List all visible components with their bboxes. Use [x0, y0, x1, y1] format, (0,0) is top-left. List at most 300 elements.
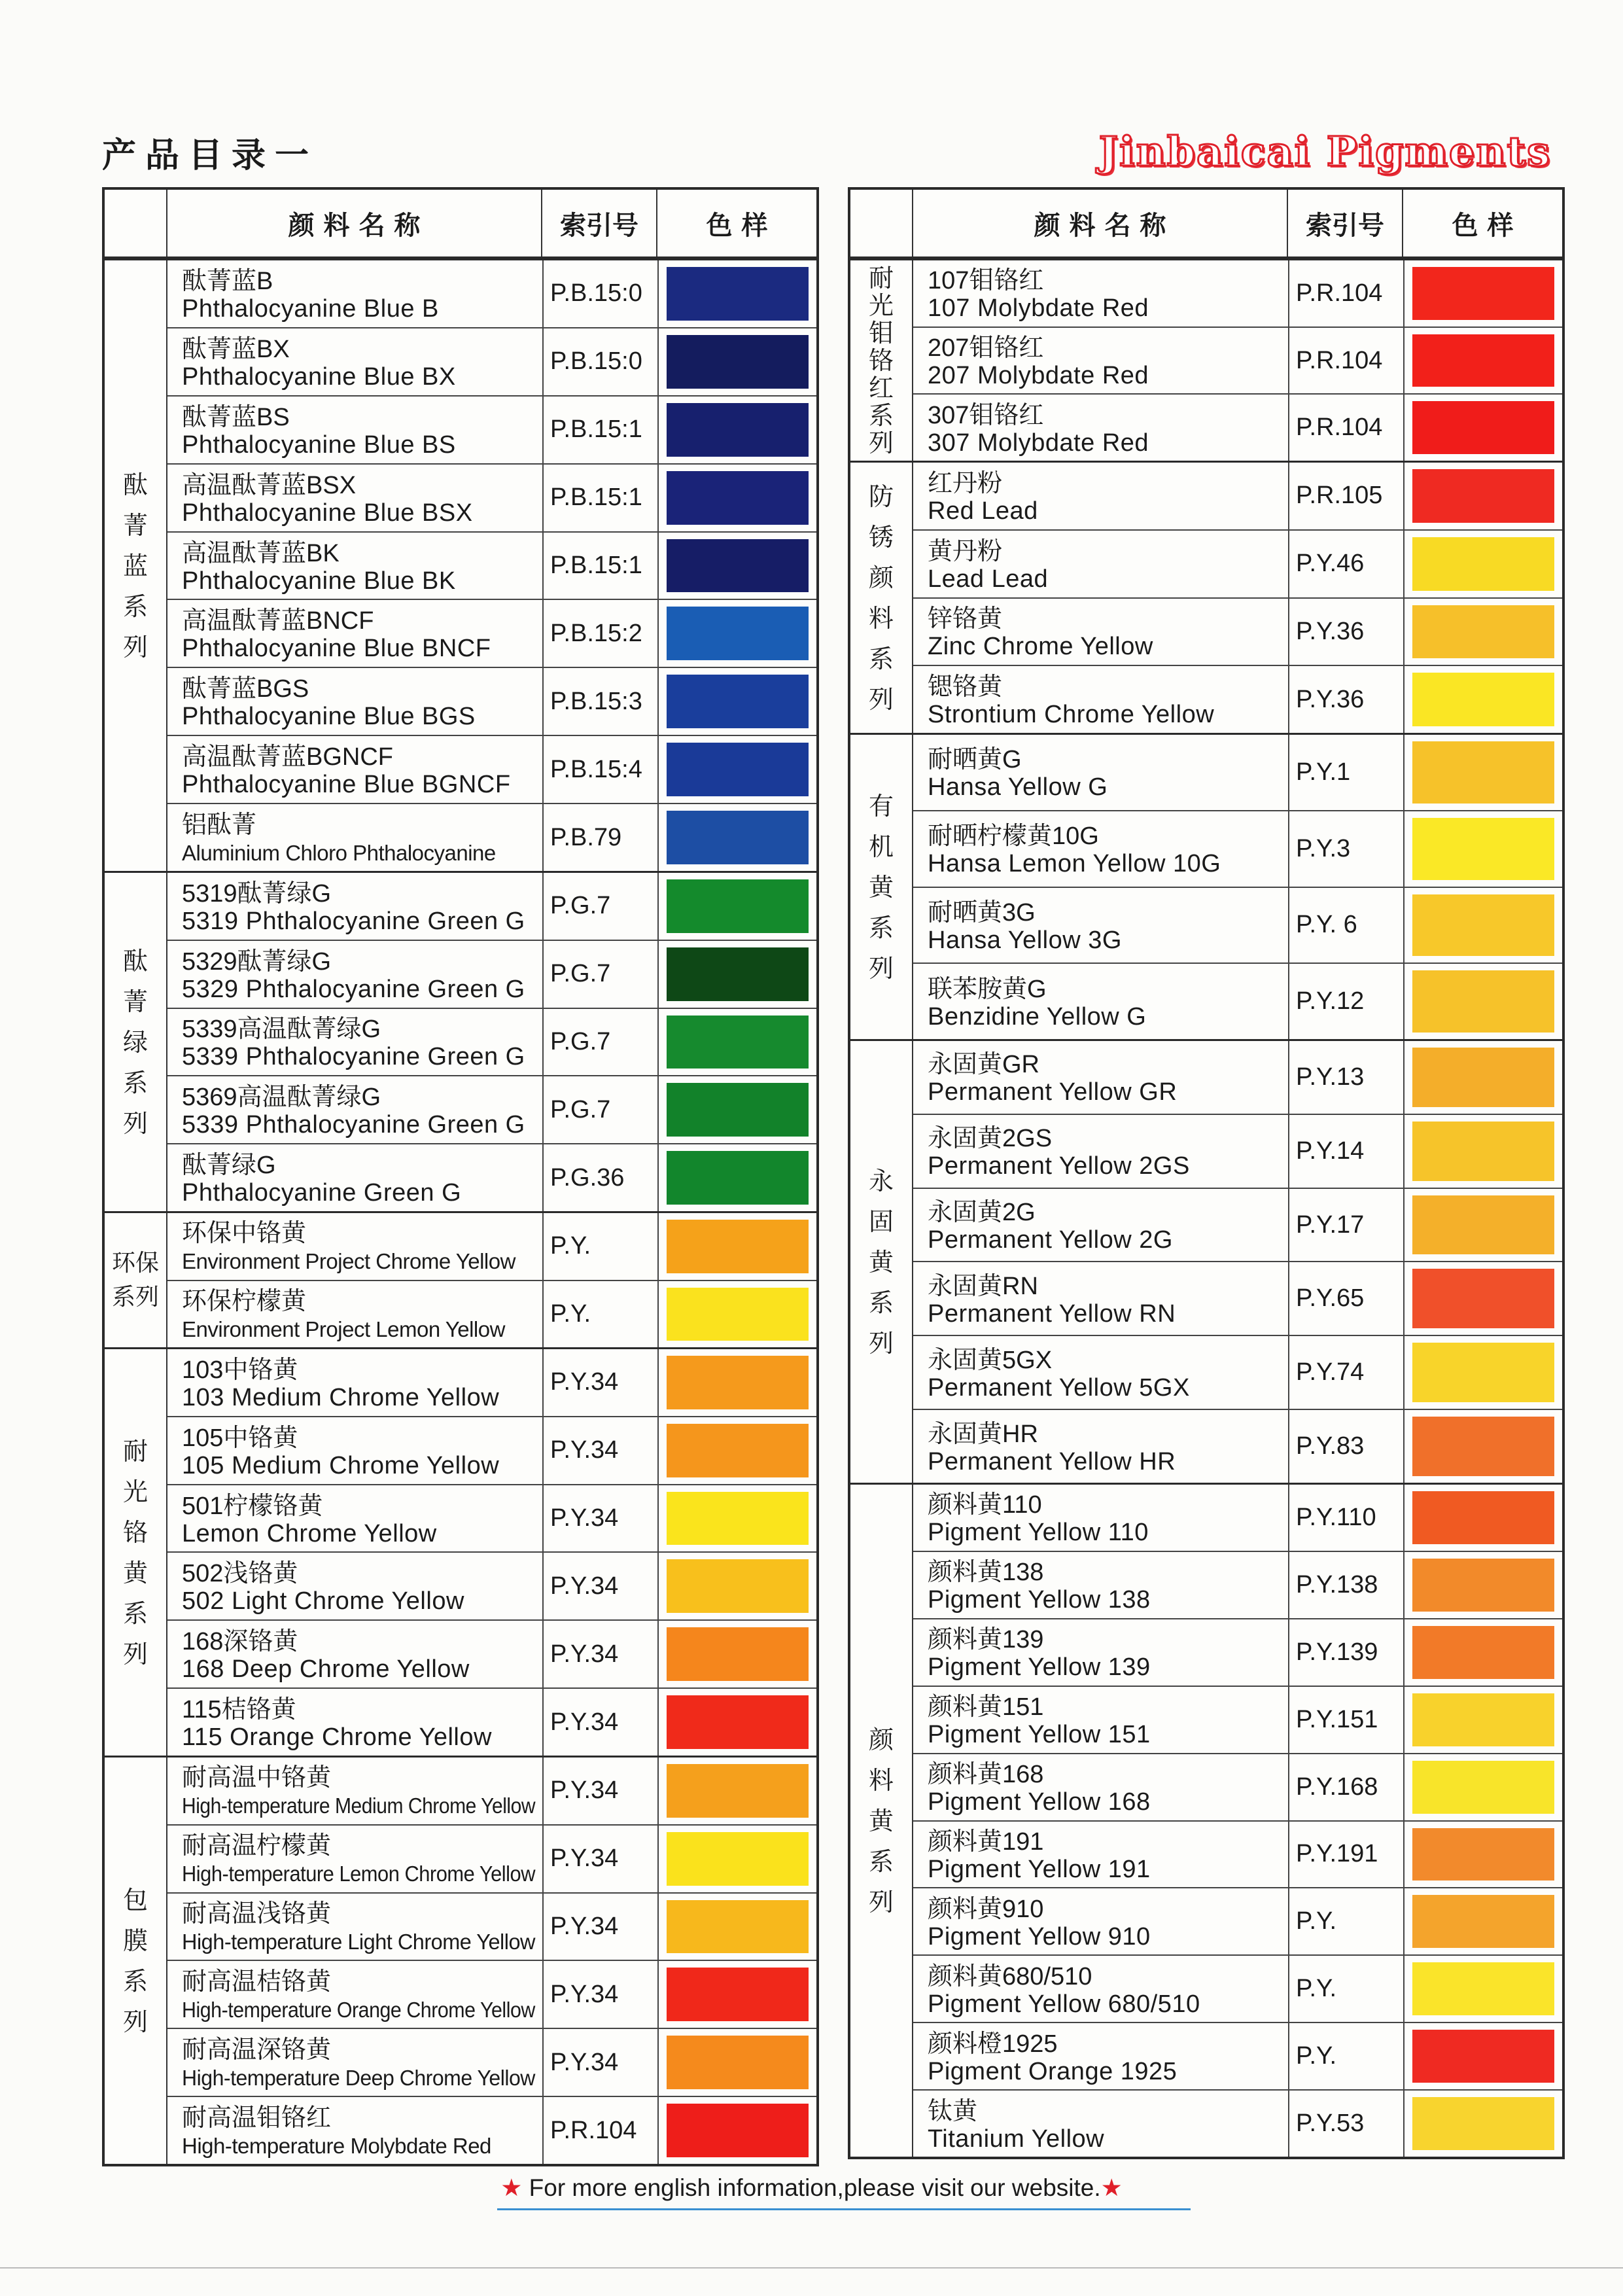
pigment-name-en-line: [928, 1923, 1288, 1951]
color-index: P.Y.168: [1288, 1754, 1403, 1820]
pigment-name-en-line: [928, 1003, 1288, 1031]
swatch-cell: [657, 941, 816, 1008]
pigment-name-en-line: [182, 1111, 542, 1139]
pigment-name-cn: 颜料黄110: [928, 1491, 1042, 1519]
pigment-name-cn: 耐高温桔铬黄: [182, 1968, 332, 1996]
pigment-name-en-line: [928, 701, 1288, 728]
pigment-name-en: Pigment Orange 1925: [928, 2057, 1178, 2085]
color-swatch: [667, 1083, 809, 1137]
table-row: [167, 1213, 816, 1280]
pigment-name: [913, 1115, 1288, 1188]
pigment-name-en-line: [182, 363, 542, 391]
pigment-name-cn: 105中铬黄: [182, 1424, 298, 1452]
color-index: P.Y.3: [1288, 811, 1403, 887]
pigment-name-cn: 5319酞菁绿G: [182, 879, 332, 908]
pigment-name-en-line: [182, 1043, 542, 1070]
pigment-name-en-line: [182, 635, 542, 662]
group-label-cell: [105, 260, 166, 871]
pigment-group: [850, 461, 1562, 733]
color-index: P.B.79: [542, 804, 657, 871]
group-label-cell: [850, 260, 912, 461]
color-index: P.R.104: [1288, 328, 1403, 394]
pigment-name-cn: 耐晒黄G: [928, 746, 1022, 774]
color-swatch: [667, 1356, 809, 1409]
color-swatch: [1412, 818, 1554, 880]
table-row: [167, 463, 816, 531]
color-index: P.Y.: [542, 1213, 657, 1280]
table-row: [913, 529, 1562, 597]
swatch-cell: [657, 1349, 816, 1416]
pigment-name: [167, 2097, 542, 2164]
color-index: P.Y.: [542, 1281, 657, 1348]
color-index: P.Y.34: [542, 1961, 657, 2028]
color-swatch: [667, 2104, 809, 2157]
pigment-name-cn: 永固黄2G: [928, 1199, 1036, 1227]
color-swatch: [1412, 1962, 1554, 2015]
swatch-cell: [1403, 1262, 1562, 1335]
pigment-name-en-line: [928, 2058, 1288, 2085]
pigment-name-en: Lead Lead: [928, 565, 1049, 593]
table-row: [167, 1280, 816, 1348]
pigment-name-en-line: [928, 1226, 1288, 1254]
pigment-name: [913, 811, 1288, 887]
pigment-name: [167, 260, 542, 327]
pigment-name-en-line: [928, 1788, 1288, 1816]
pigment-name-cn: 永固黄HR: [928, 1420, 1038, 1448]
color-swatch: [667, 879, 809, 933]
pigment-name: [167, 1826, 542, 1892]
pigment-name-en-line: [182, 1384, 542, 1411]
color-index: P.Y.83: [1288, 1410, 1403, 1483]
pigment-name-en-line: [928, 362, 1288, 389]
pigment-name: [167, 873, 542, 940]
table-row: [913, 463, 1562, 529]
pigment-name: [167, 1009, 542, 1076]
color-swatch: [667, 1832, 809, 1886]
pigment-name: [913, 463, 1288, 529]
color-index: P.Y.151: [1288, 1687, 1403, 1753]
color-index: P.B.15:0: [542, 260, 657, 327]
color-swatch: [667, 607, 809, 660]
pigment-name-cn: 颜料黄680/510: [928, 1962, 1092, 1990]
table-row: [167, 2028, 816, 2096]
pigment-name-en: Permanent Yellow RN: [928, 1299, 1176, 1328]
color-index: P.Y.34: [542, 1553, 657, 1619]
pigment-name-en: Pigment Yellow 168: [928, 1788, 1151, 1816]
pigment-name-cn: 酞菁蓝BS: [182, 403, 290, 431]
swatch-cell: [1403, 1189, 1562, 1262]
col-swatch: 色 样: [656, 190, 816, 256]
pigment-name: [167, 668, 542, 735]
pigment-name-cn: 颜料黄138: [928, 1559, 1044, 1587]
pigment-name: [913, 1262, 1288, 1335]
pigment-name-en: Titanium Yellow: [928, 2125, 1105, 2153]
pigment-name: [167, 1076, 542, 1143]
table-row: [167, 1960, 816, 2028]
pigment-name-cn: 红丹粉: [928, 469, 1003, 497]
swatch-cell: [1403, 1115, 1562, 1188]
color-index: P.Y.191: [1288, 1822, 1403, 1888]
table-row: [913, 260, 1562, 327]
table-row: [913, 1485, 1562, 1551]
pigment-name-cn: 永固黄GR: [928, 1051, 1040, 1079]
table-row: [913, 1335, 1562, 1409]
pigment-name-cn: 锌铬黄: [928, 605, 1003, 633]
color-index: P.Y.34: [542, 1757, 657, 1824]
swatch-cell: [657, 533, 816, 599]
color-swatch: [1412, 1626, 1554, 1679]
pigment-name-cn: 耐高温钼铬红: [182, 2104, 332, 2132]
pigment-name-en: High-temperature Deep Chrome Yellow: [182, 2065, 535, 2090]
color-swatch: [667, 1900, 809, 1954]
pigment-name-cn: 酞菁蓝B: [182, 267, 273, 295]
pigment-name-cn: 酞菁蓝BGS: [182, 675, 309, 703]
color-swatch: [667, 403, 809, 457]
group-label: 包膜系列: [122, 1885, 148, 2036]
table-row: [913, 1041, 1562, 1114]
table-row: [167, 803, 816, 871]
pigment-name: [913, 1552, 1288, 1618]
pigment-name-en-line: [928, 1519, 1288, 1546]
pigment-name-cn: 颜料橙1925: [928, 2030, 1058, 2058]
pigment-name: [913, 328, 1288, 394]
group-rows: [166, 1349, 816, 1756]
group-rows: [912, 463, 1562, 733]
swatch-cell: [1403, 888, 1562, 963]
color-swatch: [667, 1288, 809, 1341]
pigment-name-cn: 环保柠檬黄: [182, 1287, 307, 1315]
col-name: 颜 料 名 称: [912, 190, 1287, 256]
pigment-name-en-line: [928, 1586, 1288, 1614]
table-row: [167, 1757, 816, 1824]
pigment-name-en: 107 Molybdate Red: [928, 294, 1149, 323]
pigment-name-cn: 168深铬黄: [182, 1628, 298, 1656]
footer-text: For more english information,please visit our website.: [522, 2174, 1101, 2201]
color-swatch: [667, 1627, 809, 1681]
color-index: P.G.7: [542, 1009, 657, 1076]
color-index: P.Y.13: [1288, 1041, 1403, 1114]
swatch-cell: [657, 1894, 816, 1960]
pigment-name: [167, 1349, 542, 1416]
pigment-name-en: Pigment Yellow 138: [928, 1586, 1151, 1614]
table-row: [167, 260, 816, 327]
pigment-name-cn: 酞菁绿G: [182, 1152, 276, 1180]
table-row: [913, 1618, 1562, 1686]
pigment-name-en: Pigment Yellow 151: [928, 1721, 1151, 1749]
table-header: [850, 190, 1562, 258]
pigment-name-en-line: [182, 1655, 542, 1683]
pigment-name: [167, 1621, 542, 1687]
pigment-name-en: 5319 Phthalocyanine Green G: [182, 907, 525, 935]
swatch-cell: [657, 600, 816, 667]
color-index: P.B.15:2: [542, 600, 657, 667]
table-row: [913, 665, 1562, 733]
pigment-name-cn: 锶铬黄: [928, 673, 1003, 701]
color-swatch: [667, 743, 809, 796]
pigment-name-en: 115 Orange Chrome Yellow: [182, 1723, 492, 1752]
color-swatch: [667, 267, 809, 321]
pigment-name-en-line: [928, 294, 1288, 322]
color-index: P.Y.34: [542, 1621, 657, 1687]
color-index: P.Y.12: [1288, 964, 1403, 1039]
pigment-group: [105, 258, 816, 871]
pigment-name-en-line: [182, 431, 542, 459]
table-row: [167, 1824, 816, 1892]
pigment-name-cn: 黄丹粉: [928, 537, 1003, 565]
swatch-cell: [657, 260, 816, 327]
col-name: 颜 料 名 称: [166, 190, 541, 256]
pigment-name: [913, 395, 1288, 461]
page-title: 产品目录一: [102, 136, 319, 175]
color-swatch: [1412, 267, 1554, 320]
pigment-name-en: 5339 Phthalocyanine Green G: [182, 1111, 525, 1139]
color-swatch: [667, 1492, 809, 1545]
color-index: P.B.15:0: [542, 328, 657, 395]
swatch-cell: [657, 1961, 816, 2028]
color-swatch: [1412, 1417, 1554, 1476]
pigment-name: [167, 465, 542, 531]
pigment-name: [913, 599, 1288, 665]
pigment-name-en: Permanent Yellow 2G: [928, 1226, 1173, 1254]
pigment-name-cn: 高温酞菁蓝BNCF: [182, 607, 374, 635]
group-label: 有机黄系列: [868, 791, 894, 983]
pigment-name-cn: 5369高温酞菁绿G: [182, 1084, 381, 1112]
pigment-name-cn: 颜料黄139: [928, 1626, 1044, 1654]
color-index: P.Y.34: [542, 1485, 657, 1552]
swatch-cell: [657, 1553, 816, 1619]
pigment-name: [167, 1144, 542, 1211]
pigment-group: [850, 1483, 1562, 2157]
color-index: P.B.15:1: [542, 533, 657, 599]
col-group: [850, 190, 912, 256]
pigment-name-en-line: [928, 1152, 1288, 1180]
pigment-name-en: Hansa Lemon Yellow 10G: [928, 850, 1221, 878]
color-index: P.Y.36: [1288, 599, 1403, 665]
color-swatch: [667, 1016, 809, 1069]
pigment-name-cn: 永固黄2GS: [928, 1125, 1053, 1153]
pigment-name-en-line: [182, 2064, 542, 2092]
pigment-group: [850, 258, 1562, 461]
footer-underline: [497, 2208, 1191, 2210]
table-row: [167, 531, 816, 599]
table-header: [105, 190, 816, 258]
color-swatch: [667, 335, 809, 389]
pigment-name-cn: 307钼铬红: [928, 401, 1044, 429]
pigment-name-en: Environment Project Chrome Yellow: [182, 1249, 515, 1274]
table-row: [167, 327, 816, 395]
pigment-name-en: High-temperature Medium Chrome Yellow: [182, 1793, 536, 1818]
swatch-cell: [657, 804, 816, 871]
swatch-cell: [1403, 1410, 1562, 1483]
pigment-name-en-line: [182, 908, 542, 935]
pigment-name-en-line: [182, 1247, 542, 1275]
pigment-name: [167, 736, 542, 803]
table-row: [167, 1075, 816, 1143]
swatch-cell: [657, 2097, 816, 2164]
pigment-name-cn: 501柠檬铬黄: [182, 1492, 323, 1520]
pigment-name-en-line: [928, 429, 1288, 457]
color-index: P.R.105: [1288, 463, 1403, 529]
swatch-cell: [657, 1144, 816, 1211]
pigment-name-en-line: [928, 1448, 1288, 1475]
color-swatch: [1412, 1269, 1554, 1328]
table-row: [913, 963, 1562, 1039]
table-row: [167, 1892, 816, 1960]
pigment-name-en: Red Lead: [928, 497, 1038, 525]
swatch-cell: [1403, 1687, 1562, 1753]
pigment-name-cn: 502浅铬黄: [182, 1560, 298, 1588]
pigment-name-en: Strontium Chrome Yellow: [928, 701, 1215, 729]
col-swatch: 色 样: [1402, 190, 1562, 256]
pigment-name: [913, 1336, 1288, 1409]
table-row: [913, 2089, 1562, 2157]
swatch-cell: [657, 1689, 816, 1756]
pigment-name-en-line: [182, 1723, 542, 1751]
pigment-name-en: 502 Light Chrome Yellow: [182, 1587, 464, 1616]
swatch-cell: [1403, 395, 1562, 461]
pigment-name-en: Environment Project Lemon Yellow: [182, 1316, 505, 1341]
table-row: [167, 1619, 816, 1687]
pigment-name-cn: 高温酞菁蓝BK: [182, 539, 340, 567]
color-index: P.Y.34: [542, 1689, 657, 1756]
pigment-name-cn: 115桔铬黄: [182, 1696, 296, 1724]
swatch-cell: [657, 1213, 816, 1280]
color-swatch: [1412, 2097, 1554, 2150]
color-swatch: [667, 1220, 809, 1273]
pigment-name: [913, 260, 1288, 327]
swatch-cell: [1403, 735, 1562, 810]
pigment-name-cn: 耐晒黄3G: [928, 898, 1036, 927]
pigment-name-en-line: [182, 1315, 542, 1343]
swatch-cell: [1403, 1754, 1562, 1820]
group-label: 耐光铬黄系列: [122, 1436, 148, 1669]
pigment-name: [167, 1485, 542, 1552]
pigment-name-en: Benzidine Yellow G: [928, 1002, 1147, 1031]
pigment-name-en-line: [182, 976, 542, 1003]
table-row: [913, 1954, 1562, 2022]
pigment-name-en: Phthalocyanine Blue BGS: [182, 703, 476, 731]
swatch-cell: [657, 873, 816, 940]
color-swatch: [1412, 673, 1554, 726]
swatch-cell: [657, 1417, 816, 1484]
pigment-name-cn: 耐高温柠檬黄: [182, 1832, 332, 1860]
table-row: [167, 1008, 816, 1076]
swatch-cell: [1403, 260, 1562, 327]
color-index: P.B.15:1: [542, 465, 657, 531]
swatch-cell: [1403, 328, 1562, 394]
color-swatch: [1412, 1828, 1554, 1881]
group-rows: [912, 1041, 1562, 1483]
color-index: P.Y.138: [1288, 1552, 1403, 1618]
pigment-group: [105, 1347, 816, 1756]
pigment-name: [913, 1041, 1288, 1114]
pigment-name-en: Pigment Yellow 910: [928, 1922, 1151, 1951]
color-swatch: [1412, 1048, 1554, 1107]
table-row: [167, 1687, 816, 1756]
pigment-name: [913, 1687, 1288, 1753]
table-row: [913, 1686, 1562, 1753]
pigment-name-en-line: [928, 1300, 1288, 1328]
table-row: [913, 1409, 1562, 1483]
swatch-cell: [1403, 1485, 1562, 1551]
color-swatch: [1412, 1693, 1554, 1746]
pigment-name-cn: 颜料黄910: [928, 1895, 1044, 1923]
group-rows: [912, 1485, 1562, 2157]
group-label-cell: [850, 1485, 912, 2157]
pigment-name-cn: 高温酞菁蓝BGNCF: [182, 743, 394, 771]
footer-note: [0, 2174, 1623, 2202]
pigment-name-en: Phthalocyanine Blue BNCF: [182, 635, 491, 663]
color-index: P.Y.34: [542, 1349, 657, 1416]
color-swatch: [1412, 741, 1554, 804]
color-swatch: [667, 471, 809, 525]
table-row: [167, 1416, 816, 1484]
group-label: 酞菁蓝系列: [122, 470, 148, 662]
table-row: [167, 940, 816, 1008]
color-swatch: [1412, 1895, 1554, 1948]
pigment-name-en-line: [928, 1856, 1288, 1883]
pigment-name-cn: 永固黄5GX: [928, 1346, 1053, 1374]
color-index: P.Y.34: [542, 1894, 657, 1960]
color-index: P.Y.65: [1288, 1262, 1403, 1335]
star-icon: ★: [1100, 2174, 1123, 2201]
color-index: P.G.7: [542, 1076, 657, 1143]
group-rows: [166, 1213, 816, 1347]
color-swatch: [1412, 469, 1554, 523]
color-swatch: [1412, 401, 1554, 454]
swatch-cell: [1403, 1336, 1562, 1409]
brand-logo: Jinbaicai Pigments: [1098, 128, 1551, 175]
swatch-cell: [657, 668, 816, 735]
table-row: [167, 1551, 816, 1619]
color-index: P.Y.139: [1288, 1619, 1403, 1686]
pigment-name-cn: 高温酞菁蓝BSX: [182, 471, 357, 499]
swatch-cell: [1403, 1552, 1562, 1618]
pigment-name: [167, 397, 542, 463]
swatch-cell: [1403, 2091, 1562, 2157]
pigment-name-cn: 颜料黄151: [928, 1693, 1044, 1722]
color-swatch: [1412, 537, 1554, 591]
pigment-name-en: High-temperature Light Chrome Yellow: [182, 1930, 536, 1954]
color-swatch: [1412, 605, 1554, 659]
pigment-group: [850, 733, 1562, 1039]
swatch-cell: [657, 1485, 816, 1552]
pigment-name-en: Lemon Chrome Yellow: [182, 1519, 437, 1547]
pigment-name-cn: 环保中铬黄: [182, 1220, 307, 1248]
pigment-name: [167, 328, 542, 395]
pigment-name: [167, 1417, 542, 1484]
table-row: [913, 1551, 1562, 1618]
color-index: P.G.7: [542, 873, 657, 940]
color-swatch: [1412, 1559, 1554, 1612]
pigment-name-en: Phthalocyanine Blue BGNCF: [182, 771, 511, 799]
pigment-name: [913, 735, 1288, 810]
group-rows: [912, 260, 1562, 461]
table-row: [913, 887, 1562, 963]
swatch-cell: [1403, 531, 1562, 597]
pigment-name-en: High-temperature Lemon Chrome Yellow: [182, 1862, 535, 1886]
pigment-name: [167, 1757, 542, 1824]
pigment-name-en-line: [928, 1990, 1288, 2018]
pigment-name-en-line: [182, 295, 542, 323]
pigment-name-en-line: [928, 1721, 1288, 1748]
color-index: P.Y.36: [1288, 666, 1403, 733]
pigment-name-en: Phthalocyanine Blue BSX: [182, 499, 473, 527]
pigment-name: [913, 1485, 1288, 1551]
pigment-name: [913, 888, 1288, 963]
table-row: [167, 1349, 816, 1416]
swatch-cell: [657, 397, 816, 463]
